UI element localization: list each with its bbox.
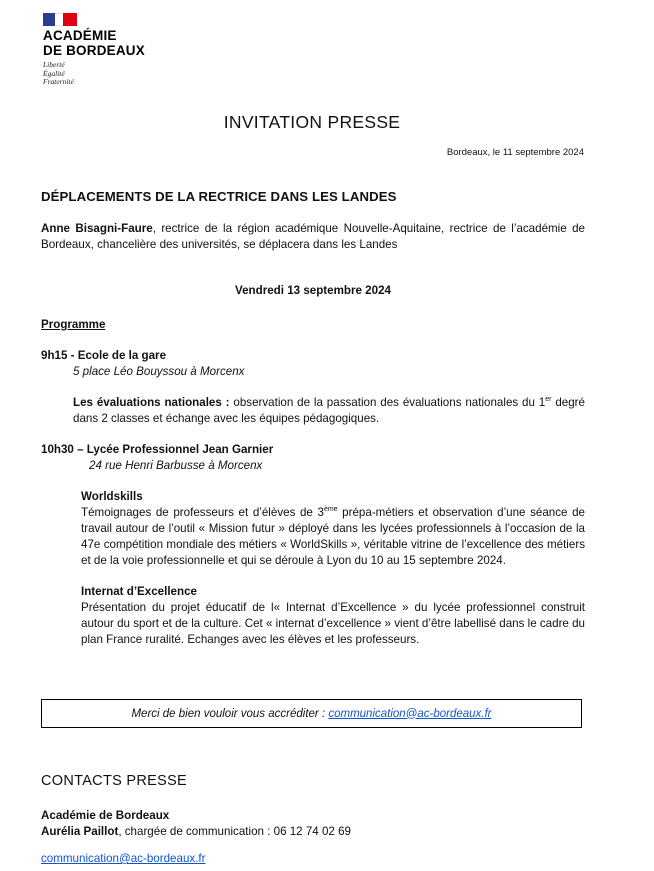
stop2-item1-sup: ème — [323, 506, 338, 514]
event-date: Vendredi 13 septembre 2024 — [235, 284, 391, 297]
stop1-item-sup: er — [545, 396, 552, 404]
accreditation-box — [41, 699, 582, 728]
stop1-item — [73, 395, 585, 427]
intro-text: , rectrice de la région académique Nouvelle-Aquitaine, rectrice de l’académie de Bordeaux, chancelière des universités, se déplacera dans les Landes — [41, 222, 586, 251]
logo-motto — [43, 61, 145, 87]
contacts-role: , chargée de communication : 06 12 74 02 69 — [118, 825, 351, 838]
motto-liberte: Liberté — [43, 60, 65, 69]
logo-title — [43, 29, 145, 58]
contacts-title: CONTACTS PRESSE — [41, 773, 188, 789]
section-heading: DÉPLACEMENTS DE LA RECTRICE DANS LES LANDES — [41, 189, 397, 204]
stop2-address: 24 rue Henri Barbusse à Morcenx — [89, 459, 263, 472]
accreditation-text: Merci de bien vouloir vous accréditer : — [131, 707, 326, 720]
stop1-title: 9h15 - Ecole de la gare — [41, 349, 167, 362]
contacts-person-line — [41, 824, 351, 840]
contacts-email-link[interactable]: communication@ac-bordeaux.fr — [41, 852, 206, 865]
motto-fraternite: Fraternité — [43, 77, 74, 86]
date-line: Bordeaux, le 11 septembre 2024 — [446, 147, 584, 158]
stop1-item-title: Les évaluations nationales : — [73, 396, 230, 409]
academie-logo — [43, 13, 145, 87]
intro-name: Anne Bisagni-Faure — [41, 222, 153, 235]
document-title: INVITATION PRESSE — [223, 112, 401, 132]
french-flag-icon — [43, 13, 77, 26]
stop1-item-text-b: degré dans 2 classes et échange avec les équipes pédagogiques. — [73, 396, 585, 425]
stop2-item1-title: Worldskills — [81, 490, 143, 503]
intro-paragraph — [41, 221, 585, 253]
accreditation-email-link[interactable]: communication@ac-bordeaux.fr — [328, 707, 492, 720]
stop2-title: 10h30 – Lycée Professionnel Jean Garnier — [41, 443, 274, 456]
programme-label: Programme — [41, 318, 106, 331]
logo-line-2: DE BORDEAUX — [43, 42, 145, 58]
logo-line-1: ACADÉMIE — [43, 28, 117, 43]
stop2-item1-text-b: prépa-métiers et observation d’une séance de travail autour de l’outil « Mission futur » déployé dans les lycées professionnels à l’occasion de la 47e compétition mondiale des métiers « WorldSkills », véritable vitrine de l’excellence des métiers et de la voie professionnelle et qui se déroule à Lyon du 10 au 15 septembre 2024. — [81, 506, 586, 567]
stop1-item-text-a: observation de la passation des évaluations nationales du 1 — [229, 396, 546, 409]
motto-egalite: Égalité — [43, 68, 65, 78]
stop1-address: 5 place Léo Bouyssou à Morcenx — [73, 365, 245, 378]
stop2-item1-text-a: Témoignages de professeurs et d’élèves de 3 — [81, 506, 324, 519]
contacts-email-line — [41, 851, 206, 867]
stop2-item2-text: Présentation du projet éducatif de l« Internat d’Excellence » du lycée professionnel construit autour du sport et de la culture. Cet « internat d’excellence » vient d’être labellisé dans le cadre du plan France ruralité. Echanges avec les élèves et les professeurs. — [81, 601, 585, 646]
contacts-person: Aurélia Paillot — [41, 825, 119, 838]
stop2-item1-text — [81, 505, 585, 569]
stop2-item2-title: Internat d’Excellence — [81, 585, 197, 598]
contacts-org: Académie de Bordeaux — [41, 809, 170, 822]
